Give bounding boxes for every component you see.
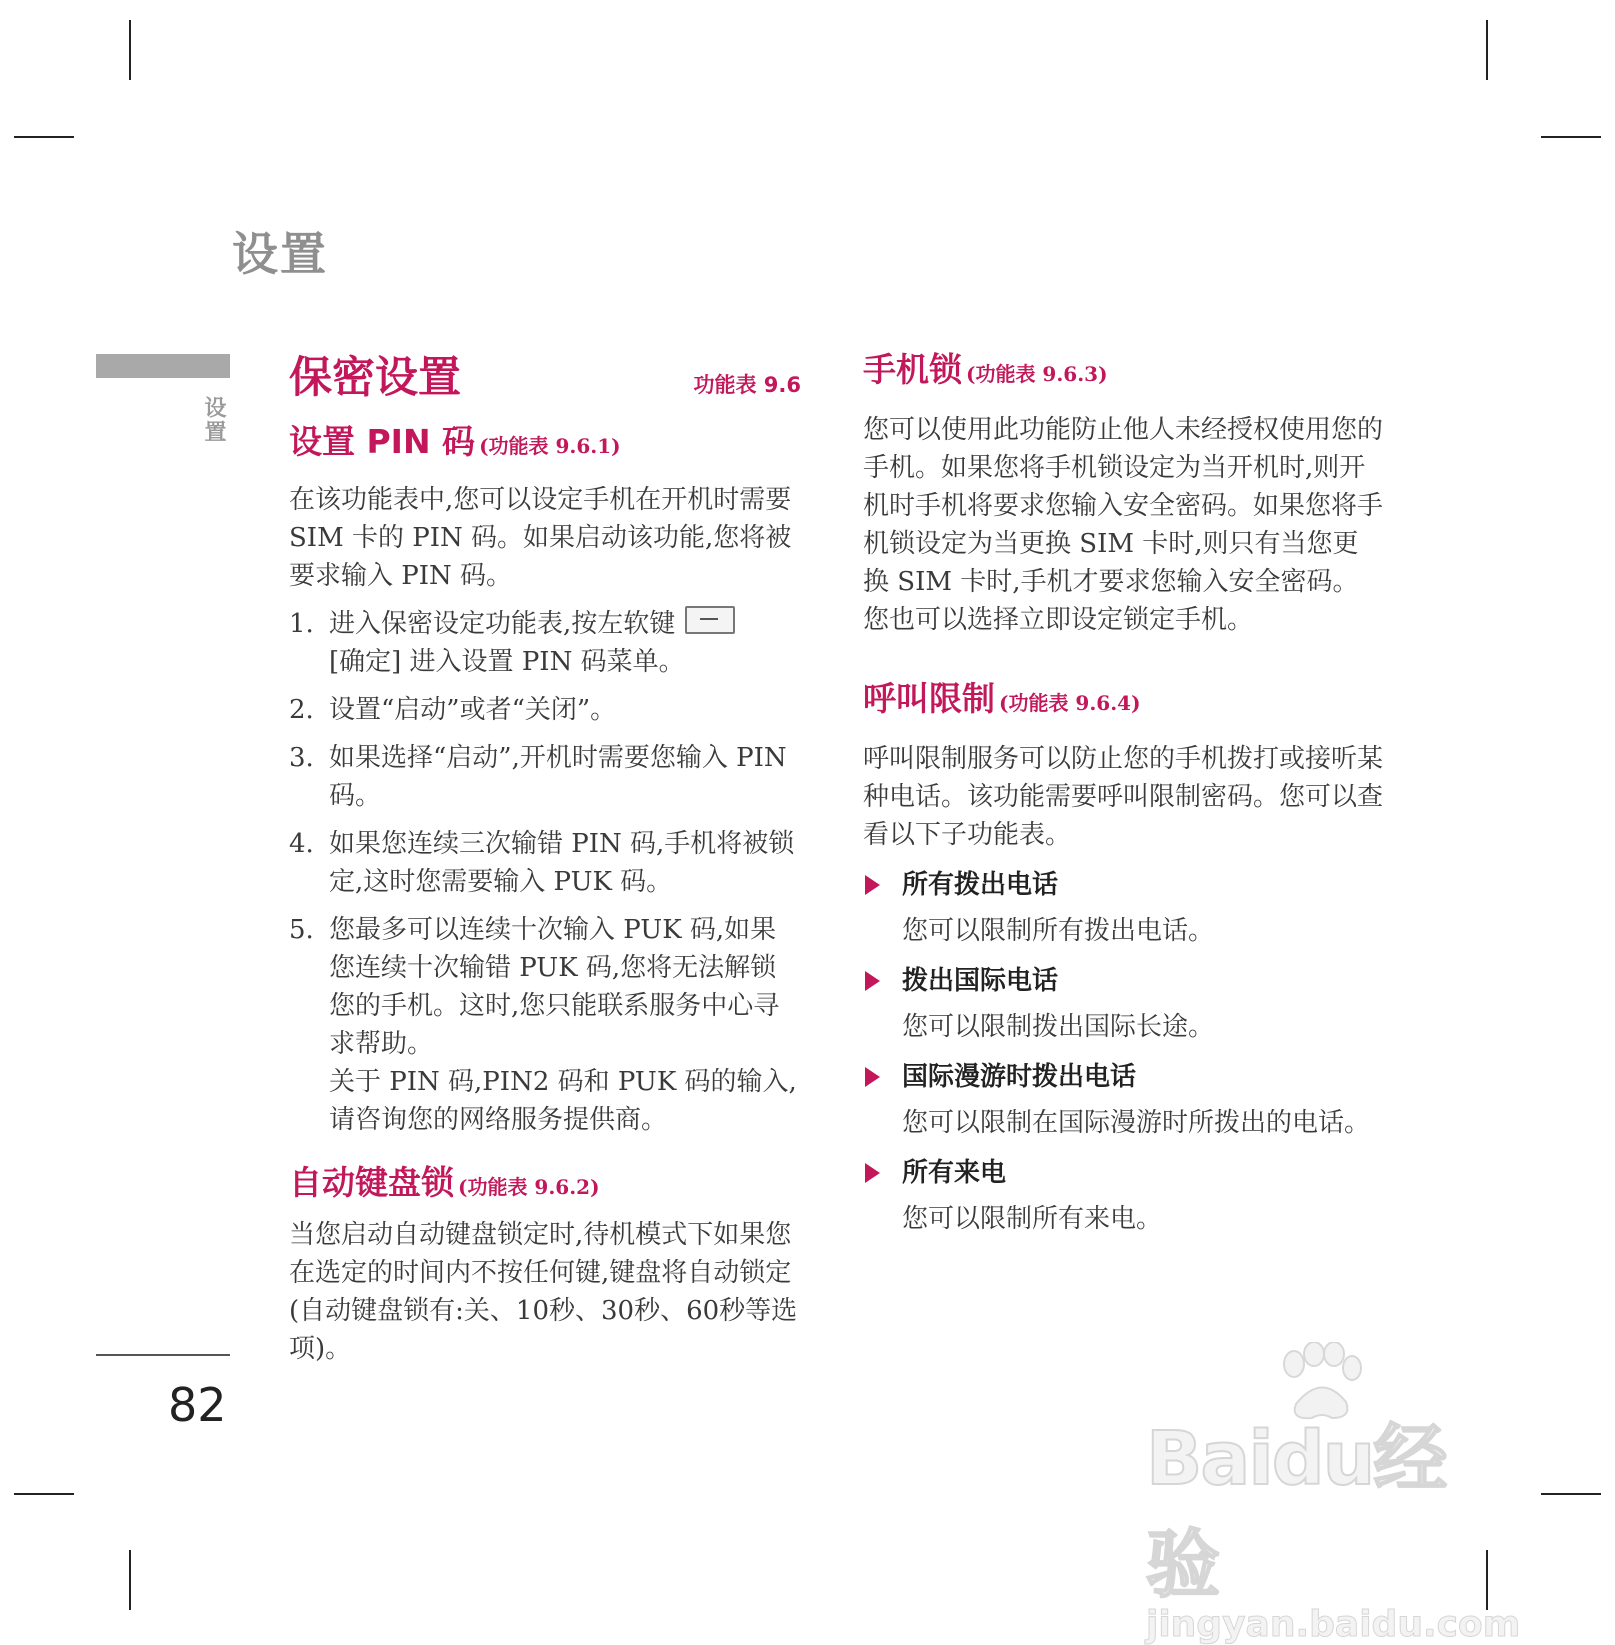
keylock-section bbox=[289, 1157, 801, 1368]
pin-ref: (功能表 9.6.1) bbox=[479, 434, 621, 458]
pin-steps bbox=[289, 605, 801, 1139]
callbar-option bbox=[863, 1058, 1383, 1142]
pin-section bbox=[289, 416, 801, 1139]
watermark-url: jingyan.baidu.com bbox=[1146, 1604, 1521, 1645]
triangle-bullet-icon bbox=[865, 1163, 880, 1183]
pin-title-text: 设置 PIN 码 bbox=[289, 422, 476, 461]
side-tab-label: 设置 bbox=[201, 396, 226, 444]
page-number: 82 bbox=[168, 1378, 227, 1432]
step-text: 您最多可以连续十次输入 PUK 码,如果您连续十次输错 PUK 码,您将无法解锁您的手机。这时,您只能联系服务中心寻求帮助。 bbox=[329, 915, 780, 1059]
right-column bbox=[863, 344, 1383, 1238]
paw-print-icon bbox=[1274, 1342, 1364, 1422]
step-text: 如果选择“启动”,开机时需要您输入 PIN 码。 bbox=[329, 743, 787, 811]
callbar-title-text: 呼叫限制 bbox=[863, 679, 995, 718]
watermark-logo: Baidu经验 bbox=[1146, 1416, 1446, 1608]
step-text: 如果您连续三次输错 PIN 码,手机将被锁定,这时您需要输入 PUK 码。 bbox=[329, 829, 795, 897]
callbar-ref: (功能表 9.6.4) bbox=[999, 691, 1141, 715]
list-item bbox=[289, 691, 801, 729]
callbar-option bbox=[863, 962, 1383, 1046]
callbar-body: 呼叫限制服务可以防止您的手机拨打或接听某种电话。该功能需要呼叫限制密码。您可以查看以下子功能表。 bbox=[863, 744, 1384, 850]
phonelock-title bbox=[863, 344, 1383, 391]
step-text: 进入保密设定功能表,按左软键 bbox=[329, 609, 676, 639]
option-title: 国际漫游时拨出电话 bbox=[902, 1062, 1137, 1092]
option-header bbox=[863, 866, 1383, 904]
step-number: 2. bbox=[289, 695, 314, 725]
baidu-watermark bbox=[1146, 1400, 1521, 1645]
phonelock-ref: (功能表 9.6.3) bbox=[966, 362, 1108, 386]
crop-mark-top-right-v bbox=[1486, 20, 1488, 80]
pin-title bbox=[289, 416, 801, 463]
list-item bbox=[289, 825, 801, 901]
section-header bbox=[289, 344, 801, 406]
crop-mark-bottom-left-v bbox=[129, 1550, 131, 1610]
option-title: 所有来电 bbox=[902, 1158, 1007, 1188]
step-text: 设置“启动”或者“关闭”。 bbox=[329, 695, 617, 725]
chapter-title: 设置 bbox=[232, 227, 328, 281]
callbar-section bbox=[863, 673, 1383, 1238]
option-title: 所有拨出电话 bbox=[902, 870, 1059, 900]
crop-mark-top-right-h bbox=[1541, 136, 1601, 138]
section-title: 保密设置 bbox=[289, 353, 461, 403]
option-header bbox=[863, 962, 1383, 1000]
option-desc: 您可以限制所有拨出电话。 bbox=[902, 916, 1215, 946]
crop-mark-bottom-right-h bbox=[1541, 1493, 1601, 1495]
phonelock-section bbox=[863, 344, 1383, 639]
keylock-body: 当您启动自动键盘锁定时,待机模式下如果您在选定的时间内不按任何键,键盘将自动锁定(自动键盘锁有:关、10秒、30秒、60秒等选项)。 bbox=[289, 1220, 798, 1364]
triangle-bullet-icon bbox=[865, 875, 880, 895]
phonelock-title-text: 手机锁 bbox=[863, 350, 962, 389]
callbar-option bbox=[863, 866, 1383, 950]
left-softkey-icon bbox=[685, 606, 735, 634]
step-number: 1. bbox=[289, 609, 314, 639]
option-header bbox=[863, 1058, 1383, 1096]
crop-mark-top-left-h bbox=[14, 136, 74, 138]
step-text-2: [确定] 进入设置 PIN 码菜单。 bbox=[329, 647, 685, 677]
list-item bbox=[289, 911, 801, 1139]
keylock-ref: (功能表 9.6.2) bbox=[458, 1175, 600, 1199]
step-number: 5. bbox=[289, 915, 314, 945]
left-column bbox=[289, 344, 801, 1368]
step-text-2: 关于 PIN 码,PIN2 码和 PUK 码的输入,请咨询您的网络服务提供商。 bbox=[329, 1067, 797, 1135]
triangle-bullet-icon bbox=[865, 1067, 880, 1087]
keylock-title-text: 自动键盘锁 bbox=[289, 1163, 454, 1202]
option-desc: 您可以限制拨出国际长途。 bbox=[902, 1012, 1215, 1042]
side-tab-bar bbox=[96, 354, 230, 378]
phonelock-body: 您可以使用此功能防止他人未经授权使用您的手机。如果您将手机锁设定为当开机时,则开机时手机将要求您输入安全密码。如果您将手机锁设定为当更换 SIM 卡时,则只有当您更换 SIM 卡时,手机才要求您输入安全密码。您也可以选择立即设定锁定手机。 bbox=[863, 415, 1384, 635]
crop-mark-bottom-left-h bbox=[14, 1493, 74, 1495]
section-ref: 功能表 9.6 bbox=[693, 373, 801, 397]
pin-intro: 在该功能表中,您可以设定手机在开机时需要 SIM 卡的 PIN 码。如果启动该功能,您将被要求输入 PIN 码。 bbox=[289, 485, 792, 591]
page-number-rule bbox=[96, 1354, 230, 1356]
callbar-title bbox=[863, 673, 1383, 720]
option-desc: 您可以限制在国际漫游时所拨出的电话。 bbox=[902, 1108, 1371, 1138]
triangle-bullet-icon bbox=[865, 971, 880, 991]
keylock-title bbox=[289, 1157, 801, 1204]
option-desc: 您可以限制所有来电。 bbox=[902, 1204, 1163, 1234]
list-item bbox=[289, 605, 801, 681]
option-header bbox=[863, 1154, 1383, 1192]
option-title: 拨出国际电话 bbox=[902, 966, 1059, 996]
crop-mark-top-left-v bbox=[129, 20, 131, 80]
step-number: 4. bbox=[289, 829, 314, 859]
list-item bbox=[289, 739, 801, 815]
step-number: 3. bbox=[289, 743, 314, 773]
callbar-option bbox=[863, 1154, 1383, 1238]
